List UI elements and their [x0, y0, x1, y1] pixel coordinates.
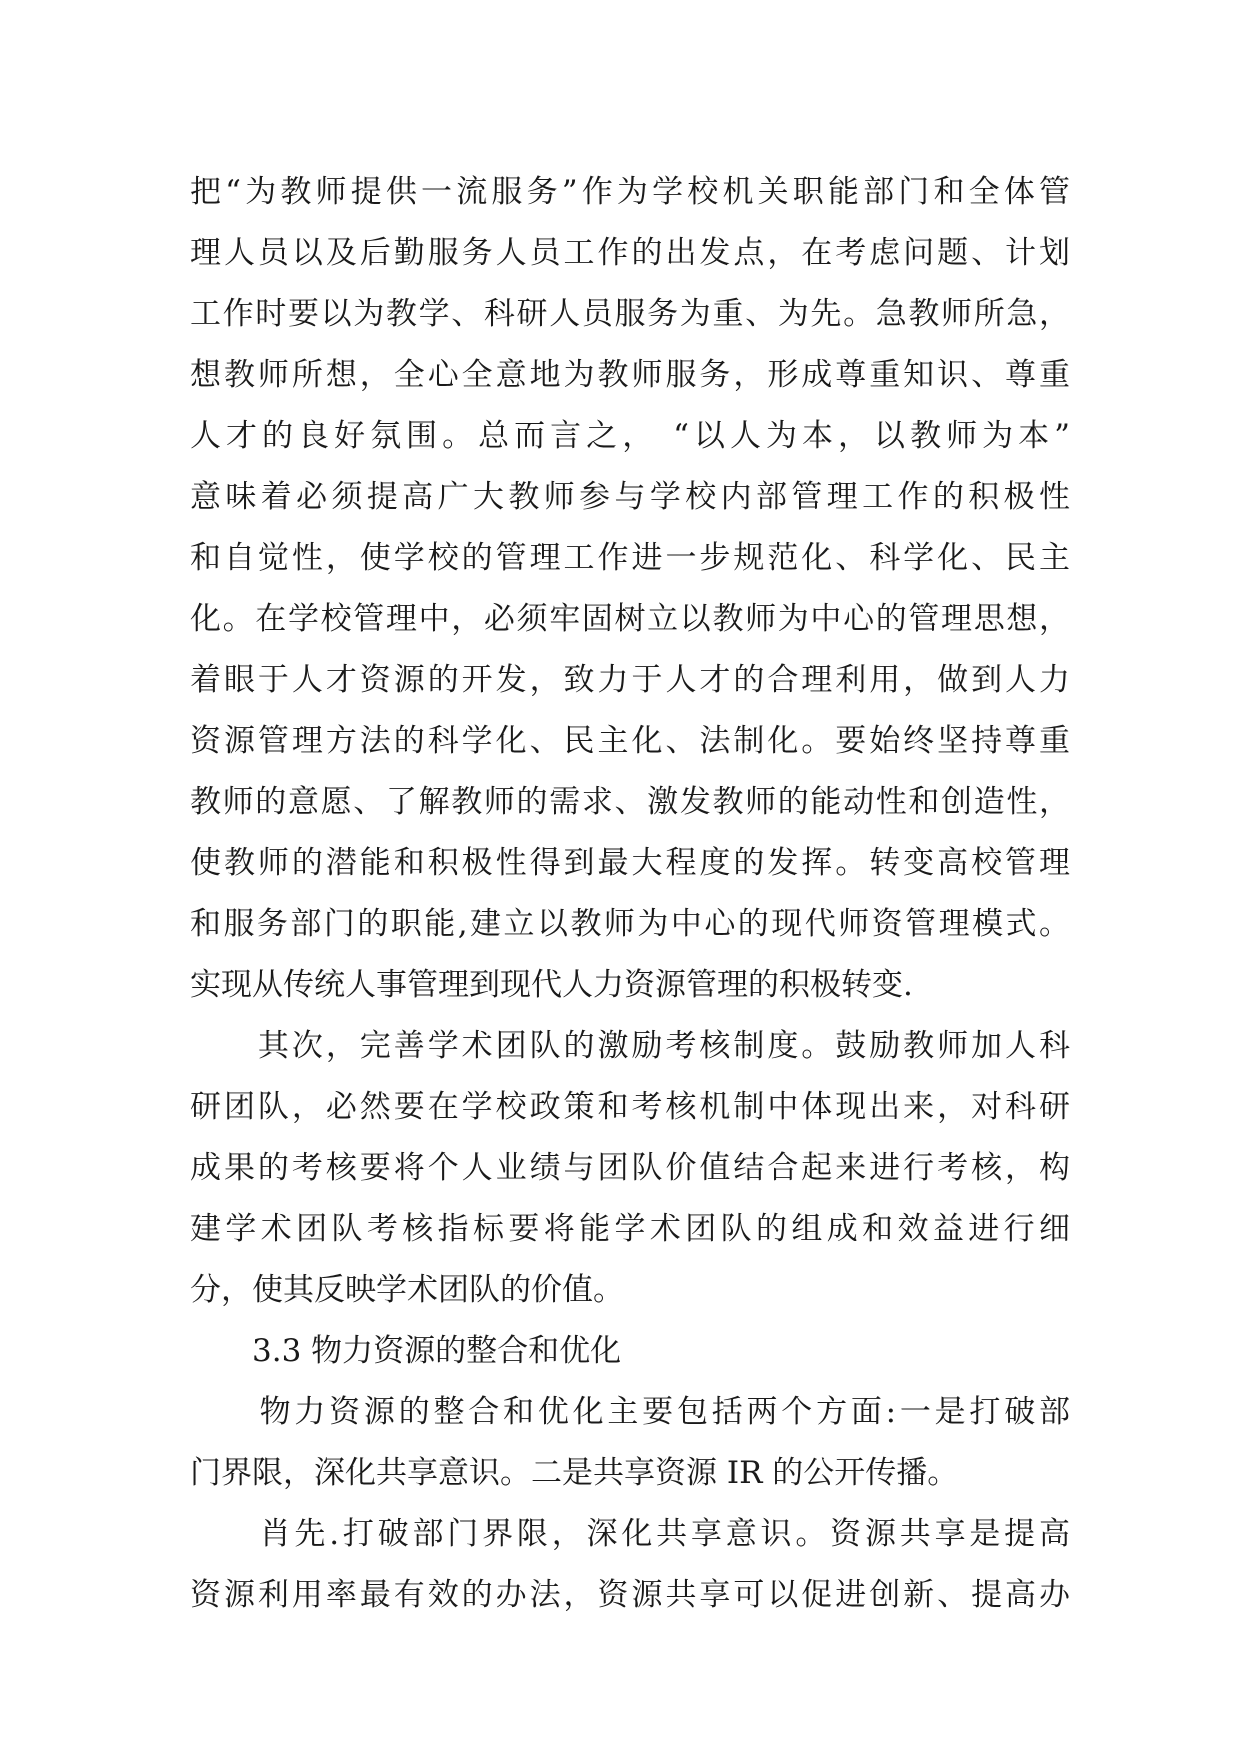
text-line: 建学术团队考核指标要将能学术团队的组成和效益进行细 — [190, 1211, 1070, 1247]
text-line: 想教师所想，全心全意地为教师服务，形成尊重知识、尊重 — [190, 357, 1070, 393]
text-line: 资源管理方法的科学化、民主化、法制化。要始终坚持尊重 — [190, 723, 1070, 759]
text-line: 分，使其反映学术团队的价值。 — [190, 1272, 624, 1308]
text-line: 其次，完善学术团队的激励考核制度。鼓励教师加人科 — [190, 1028, 1070, 1064]
text-line: 和自觉性，使学校的管理工作进一步规范化、科学化、民主 — [190, 540, 1070, 576]
text-line: 工作时要以为教学、科研人员服务为重、为先。急教师所急， — [190, 296, 1070, 332]
text-line: 肖先.打破部门界限，深化共享意识。资源共享是提高 — [190, 1516, 1070, 1552]
text-line: 3.3 物力资源的整合和优化 — [190, 1333, 622, 1369]
text-line: 门界限，深化共享意识。二是共享资源 IR 的公开传播。 — [190, 1455, 959, 1491]
text-line: 理人员以及后勤服务人员工作的出发点，在考虑问题、计划 — [190, 235, 1070, 271]
text-line: 物力资源的整合和优化主要包括两个方面:一是打破部 — [190, 1394, 1070, 1430]
text-line: 化。在学校管理中，必须牢固树立以教师为中心的管理思想， — [190, 601, 1070, 637]
text-line: 资源利用率最有效的办法，资源共享可以促进创新、提高办 — [190, 1577, 1070, 1613]
text-line: 教师的意愿、了解教师的需求、激发教师的能动性和创造性， — [190, 784, 1070, 820]
text-line: 把“为教师提供一流服务”作为学校机关职能部门和全体管 — [190, 174, 1070, 210]
text-line: 人才的良好氛围。总而言之， “以人为本，以教师为本” — [190, 418, 1070, 454]
text-line: 意味着必须提高广大教师参与学校内部管理工作的积极性 — [190, 479, 1070, 515]
text-line: 使教师的潜能和积极性得到最大程度的发挥。转变高校管理 — [190, 845, 1070, 881]
text-line: 和服务部门的职能,建立以教师为中心的现代师资管理模式。 — [190, 906, 1070, 942]
text-line: 成果的考核要将个人业绩与团队价值结合起来进行考核，构 — [190, 1150, 1070, 1186]
text-line: 着眼于人才资源的开发，致力于人才的合理利用，做到人力 — [190, 662, 1070, 698]
body-text — [190, 162, 1070, 1626]
text-line: 实现从传统人事管理到现代人力资源管理的积极转变. — [190, 967, 913, 1003]
text-line: 研团队，必然要在学校政策和考核机制中体现出来，对科研 — [190, 1089, 1070, 1125]
